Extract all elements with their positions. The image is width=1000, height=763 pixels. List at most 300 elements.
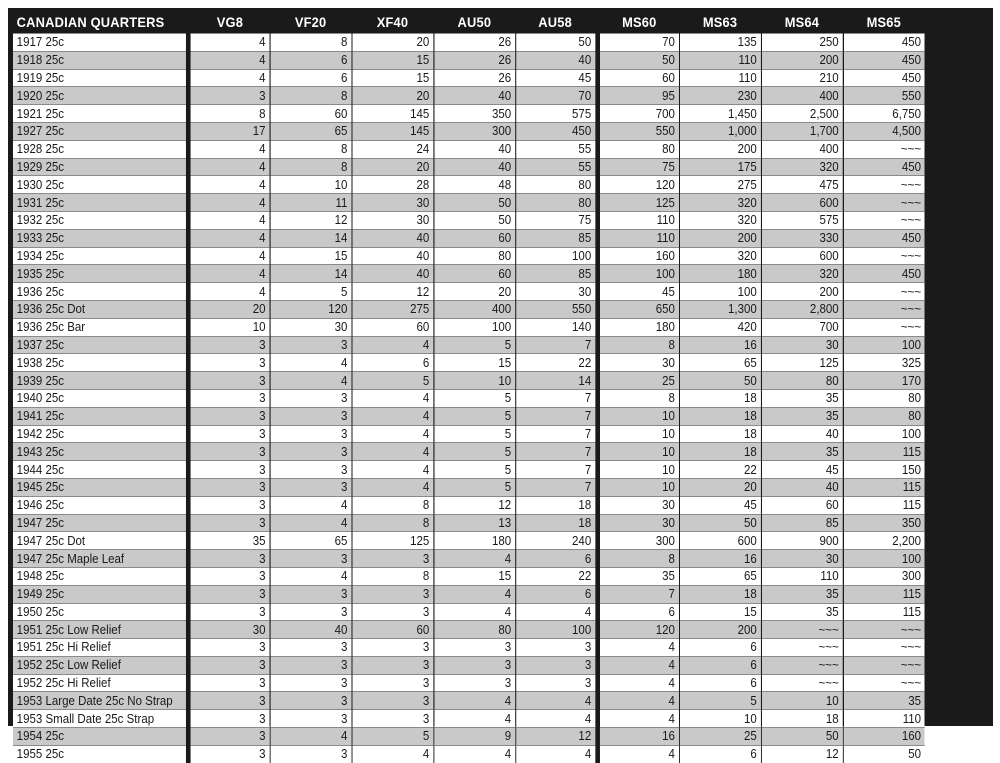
price-cell-xf40: 8 [352,514,434,532]
price-cell-xf40: 5 [352,728,434,746]
price-cell-xf40: 6 [352,354,434,372]
price-cell-xf40: 28 [352,176,434,194]
coin-name-cell: 1947 25c Maple Leaf [13,550,188,568]
price-cell-ms60: 160 [597,247,679,265]
table-row [13,603,925,621]
price-cell-ms64: 18 [761,710,843,728]
column-header-ms60: MS60 [597,11,679,34]
price-cell-ms65: 115 [843,478,925,496]
price-table-frame [8,8,993,762]
price-cell-ms63: 18 [679,585,761,603]
table-row [13,300,925,318]
table-row [13,34,925,52]
price-cell-ms65: ~~~ [843,639,925,657]
column-header-au50: AU50 [433,11,515,34]
price-cell-vg8: 3 [188,478,270,496]
table-row [13,514,925,532]
price-cell-ms65: ~~~ [843,247,925,265]
price-cell-ms60: 550 [597,122,679,140]
price-cell-vg8: 3 [188,461,270,479]
price-cell-ms64: 600 [761,194,843,212]
price-cell-ms60: 8 [597,550,679,568]
price-cell-vg8: 4 [188,229,270,247]
table-row [13,122,925,140]
table-header [13,11,925,34]
price-cell-ms63: 20 [679,478,761,496]
price-cell-au58: 100 [515,621,597,639]
table-row [13,87,925,105]
coin-name-cell: 1952 25c Hi Relief [13,674,188,692]
table-row [13,158,925,176]
coin-name-cell: 1929 25c [13,158,188,176]
table-row [13,372,925,390]
price-cell-xf40: 20 [352,87,434,105]
price-cell-ms64: 125 [761,354,843,372]
coin-name-cell: 1945 25c [13,478,188,496]
price-cell-au50: 5 [433,407,515,425]
price-cell-ms64: 700 [761,318,843,336]
price-cell-ms64: 475 [761,176,843,194]
price-cell-xf40: 40 [352,265,434,283]
price-cell-xf40: 30 [352,194,434,212]
coin-name-cell: 1947 25c [13,514,188,532]
coin-name-cell: 1938 25c [13,354,188,372]
price-cell-ms65: ~~~ [843,621,925,639]
price-cell-vg8: 4 [188,34,270,52]
table-row [13,585,925,603]
price-cell-xf40: 8 [352,567,434,585]
price-cell-au58: 7 [515,336,597,354]
price-cell-au50: 10 [433,372,515,390]
price-cell-vg8: 3 [188,87,270,105]
price-cell-au58: 7 [515,425,597,443]
price-cell-au50: 5 [433,425,515,443]
price-cell-ms65: 115 [843,585,925,603]
price-cell-ms60: 4 [597,674,679,692]
coin-name-cell: 1930 25c [13,176,188,194]
price-cell-ms64: 10 [761,692,843,710]
price-cell-au58: 22 [515,354,597,372]
coin-name-cell: 1942 25c [13,425,188,443]
coin-name-cell: 1935 25c [13,265,188,283]
price-cell-ms64: 35 [761,407,843,425]
price-cell-ms65: 550 [843,87,925,105]
price-cell-ms65: 115 [843,496,925,514]
price-cell-au50: 26 [433,69,515,87]
price-cell-vg8: 4 [188,194,270,212]
price-cell-ms64: ~~~ [761,639,843,657]
price-cell-xf40: 60 [352,621,434,639]
table-row [13,176,925,194]
price-cell-ms65: 170 [843,372,925,390]
price-cell-ms65: 450 [843,69,925,87]
price-cell-vg8: 3 [188,407,270,425]
price-cell-xf40: 4 [352,407,434,425]
price-cell-vg8: 3 [188,496,270,514]
price-cell-vg8: 35 [188,532,270,550]
price-cell-ms63: 18 [679,443,761,461]
price-cell-ms63: 65 [679,567,761,585]
price-cell-vg8: 3 [188,550,270,568]
coin-name-cell: 1934 25c [13,247,188,265]
price-cell-ms65: 450 [843,229,925,247]
table-row [13,211,925,229]
table-row [13,532,925,550]
price-cell-vg8: 3 [188,336,270,354]
price-cell-xf40: 145 [352,105,434,123]
price-cell-ms60: 650 [597,300,679,318]
price-cell-au50: 20 [433,283,515,301]
price-cell-vf20: 3 [270,745,352,762]
coin-name-cell: 1953 Small Date 25c Strap [13,710,188,728]
price-cell-vf20: 120 [270,300,352,318]
price-cell-au58: 30 [515,283,597,301]
coin-name-cell: 1955 25c [13,745,188,762]
table-row [13,639,925,657]
price-cell-vf20: 3 [270,389,352,407]
price-cell-ms60: 16 [597,728,679,746]
price-cell-ms65: ~~~ [843,176,925,194]
price-cell-vf20: 3 [270,443,352,461]
price-cell-au58: 22 [515,567,597,585]
price-cell-ms60: 10 [597,478,679,496]
price-cell-ms60: 10 [597,443,679,461]
table-row [13,550,925,568]
price-cell-xf40: 5 [352,372,434,390]
price-cell-au50: 80 [433,621,515,639]
price-cell-vf20: 10 [270,176,352,194]
price-cell-ms65: ~~~ [843,318,925,336]
price-cell-vg8: 20 [188,300,270,318]
price-cell-ms65: 2,200 [843,532,925,550]
price-cell-au50: 15 [433,354,515,372]
price-cell-ms60: 7 [597,585,679,603]
price-cell-ms63: 600 [679,532,761,550]
column-header-xf40: XF40 [352,11,434,34]
price-cell-ms64: 200 [761,283,843,301]
price-cell-au58: 3 [515,656,597,674]
price-cell-au58: 3 [515,639,597,657]
price-cell-ms64: 575 [761,211,843,229]
price-cell-ms65: 300 [843,567,925,585]
price-cell-vf20: 15 [270,247,352,265]
price-cell-au58: 70 [515,87,597,105]
table-row [13,318,925,336]
coin-name-cell: 1947 25c Dot [13,532,188,550]
table-row [13,229,925,247]
price-cell-ms63: 15 [679,603,761,621]
price-cell-ms63: 180 [679,265,761,283]
price-cell-ms65: ~~~ [843,674,925,692]
price-cell-ms63: 16 [679,336,761,354]
price-cell-xf40: 3 [352,550,434,568]
table-row [13,140,925,158]
price-cell-ms65: ~~~ [843,283,925,301]
price-cell-xf40: 15 [352,51,434,69]
price-cell-au50: 400 [433,300,515,318]
price-cell-ms63: 25 [679,728,761,746]
price-cell-vg8: 3 [188,354,270,372]
price-cell-au58: 3 [515,674,597,692]
price-cell-vf20: 60 [270,105,352,123]
price-cell-ms63: 100 [679,283,761,301]
table-row [13,283,925,301]
price-cell-ms65: 115 [843,603,925,621]
price-cell-ms64: 320 [761,158,843,176]
price-cell-ms64: 600 [761,247,843,265]
price-cell-au58: 4 [515,603,597,621]
price-cell-ms65: 50 [843,745,925,762]
price-cell-vg8: 4 [188,140,270,158]
price-cell-au50: 350 [433,105,515,123]
coin-name-cell: 1932 25c [13,211,188,229]
coin-name-cell: 1933 25c [13,229,188,247]
price-cell-ms60: 110 [597,229,679,247]
price-cell-ms60: 50 [597,51,679,69]
price-cell-ms65: 110 [843,710,925,728]
table-row [13,461,925,479]
price-cell-au50: 80 [433,247,515,265]
table-row [13,247,925,265]
price-cell-ms64: 35 [761,443,843,461]
price-cell-ms64: 60 [761,496,843,514]
price-cell-au58: 575 [515,105,597,123]
coin-name-cell: 1931 25c [13,194,188,212]
price-cell-ms63: 6 [679,639,761,657]
coin-name-cell: 1944 25c [13,461,188,479]
price-cell-ms63: 320 [679,194,761,212]
price-cell-ms60: 120 [597,621,679,639]
price-cell-au58: 100 [515,247,597,265]
price-cell-vf20: 4 [270,728,352,746]
table-row [13,105,925,123]
price-cell-au58: 50 [515,34,597,52]
price-cell-au58: 4 [515,710,597,728]
coin-name-cell: 1949 25c [13,585,188,603]
price-cell-ms64: 400 [761,87,843,105]
price-cell-ms65: 450 [843,34,925,52]
price-cell-ms65: 115 [843,443,925,461]
price-cell-xf40: 20 [352,158,434,176]
price-cell-ms63: 18 [679,407,761,425]
price-cell-ms60: 300 [597,532,679,550]
price-cell-au50: 60 [433,229,515,247]
price-cell-xf40: 3 [352,710,434,728]
price-cell-xf40: 4 [352,461,434,479]
price-cell-au58: 14 [515,372,597,390]
price-cell-vf20: 4 [270,354,352,372]
price-cell-au50: 50 [433,211,515,229]
price-cell-ms64: 900 [761,532,843,550]
price-cell-vg8: 3 [188,603,270,621]
price-cell-au58: 75 [515,211,597,229]
price-cell-vf20: 4 [270,372,352,390]
price-cell-vf20: 5 [270,283,352,301]
price-cell-ms60: 180 [597,318,679,336]
price-cell-vf20: 8 [270,87,352,105]
price-cell-xf40: 3 [352,603,434,621]
price-cell-au58: 7 [515,407,597,425]
price-cell-au50: 60 [433,265,515,283]
price-cell-vg8: 3 [188,372,270,390]
price-cell-ms63: 18 [679,425,761,443]
price-cell-ms60: 10 [597,407,679,425]
price-cell-ms60: 30 [597,354,679,372]
canadian-quarters-price-table [13,11,925,763]
price-cell-xf40: 3 [352,692,434,710]
price-cell-vf20: 3 [270,461,352,479]
price-cell-vg8: 4 [188,283,270,301]
price-cell-vf20: 8 [270,34,352,52]
price-cell-vf20: 40 [270,621,352,639]
price-cell-au50: 3 [433,674,515,692]
price-cell-vg8: 17 [188,122,270,140]
price-cell-ms65: 325 [843,354,925,372]
header-row [13,11,925,34]
coin-name-cell: 1951 25c Low Relief [13,621,188,639]
price-cell-vf20: 3 [270,407,352,425]
price-cell-ms60: 100 [597,265,679,283]
price-cell-xf40: 3 [352,674,434,692]
coin-name-cell: 1921 25c [13,105,188,123]
price-cell-au50: 3 [433,656,515,674]
price-cell-ms63: 6 [679,656,761,674]
price-cell-vf20: 4 [270,514,352,532]
price-cell-ms63: 50 [679,514,761,532]
price-cell-ms64: 30 [761,336,843,354]
price-cell-vg8: 8 [188,105,270,123]
price-cell-xf40: 3 [352,585,434,603]
price-cell-au50: 5 [433,443,515,461]
price-cell-ms64: 210 [761,69,843,87]
price-cell-xf40: 8 [352,496,434,514]
column-header-ms64: MS64 [761,11,843,34]
price-cell-ms63: 65 [679,354,761,372]
table-row [13,265,925,283]
coin-name-cell: 1953 Large Date 25c No Strap [13,692,188,710]
table-row [13,567,925,585]
price-cell-vg8: 3 [188,514,270,532]
price-cell-ms60: 95 [597,87,679,105]
price-cell-vf20: 4 [270,567,352,585]
price-cell-ms60: 75 [597,158,679,176]
coin-name-cell: 1928 25c [13,140,188,158]
price-cell-ms64: 2,800 [761,300,843,318]
price-cell-ms63: 175 [679,158,761,176]
price-cell-vf20: 8 [270,140,352,158]
coin-name-cell: 1939 25c [13,372,188,390]
table-row [13,194,925,212]
price-cell-ms63: 320 [679,247,761,265]
price-cell-au58: 6 [515,550,597,568]
price-cell-vg8: 4 [188,247,270,265]
price-cell-au58: 55 [515,140,597,158]
price-cell-au58: 18 [515,514,597,532]
table-row [13,443,925,461]
price-cell-ms60: 6 [597,603,679,621]
price-cell-ms64: 45 [761,461,843,479]
price-cell-vf20: 3 [270,656,352,674]
column-header-coin: CANADIAN QUARTERS [13,11,188,34]
price-cell-ms63: 1,000 [679,122,761,140]
price-cell-vg8: 10 [188,318,270,336]
table-row [13,407,925,425]
price-cell-au50: 3 [433,639,515,657]
price-cell-ms65: 6,750 [843,105,925,123]
price-cell-vf20: 3 [270,710,352,728]
table-row [13,621,925,639]
table-row [13,354,925,372]
price-cell-ms64: 30 [761,550,843,568]
price-cell-ms65: 150 [843,461,925,479]
price-cell-ms63: 200 [679,229,761,247]
price-cell-ms60: 25 [597,372,679,390]
price-cell-vf20: 8 [270,158,352,176]
column-header-vg8: VG8 [188,11,270,34]
price-cell-vf20: 3 [270,550,352,568]
table-row [13,656,925,674]
price-cell-au58: 12 [515,728,597,746]
price-cell-ms64: 35 [761,389,843,407]
price-cell-vf20: 3 [270,585,352,603]
price-cell-vg8: 3 [188,639,270,657]
price-cell-vg8: 3 [188,710,270,728]
price-cell-ms65: 350 [843,514,925,532]
price-cell-vf20: 30 [270,318,352,336]
price-cell-ms63: 420 [679,318,761,336]
price-cell-au50: 4 [433,692,515,710]
price-cell-ms64: 110 [761,567,843,585]
price-cell-au50: 40 [433,158,515,176]
price-cell-au50: 4 [433,603,515,621]
price-cell-xf40: 40 [352,247,434,265]
column-header-ms65: MS65 [843,11,925,34]
column-header-au58: AU58 [515,11,597,34]
price-cell-ms63: 22 [679,461,761,479]
price-cell-xf40: 4 [352,443,434,461]
price-cell-vg8: 4 [188,211,270,229]
price-cell-ms65: ~~~ [843,300,925,318]
price-cell-xf40: 4 [352,425,434,443]
price-cell-xf40: 15 [352,69,434,87]
price-cell-au50: 100 [433,318,515,336]
price-cell-xf40: 3 [352,639,434,657]
price-cell-ms65: 160 [843,728,925,746]
table-row [13,710,925,728]
coin-name-cell: 1940 25c [13,389,188,407]
price-cell-ms64: 12 [761,745,843,762]
price-cell-xf40: 24 [352,140,434,158]
price-cell-vf20: 12 [270,211,352,229]
price-cell-vf20: 14 [270,229,352,247]
price-cell-vg8: 4 [188,69,270,87]
price-cell-au58: 40 [515,51,597,69]
price-cell-au50: 15 [433,567,515,585]
price-cell-vf20: 3 [270,603,352,621]
price-cell-xf40: 30 [352,211,434,229]
price-cell-au58: 550 [515,300,597,318]
price-cell-vg8: 4 [188,265,270,283]
coin-name-cell: 1951 25c Hi Relief [13,639,188,657]
price-cell-ms63: 110 [679,51,761,69]
price-cell-ms64: 50 [761,728,843,746]
price-cell-au50: 12 [433,496,515,514]
price-cell-au58: 85 [515,229,597,247]
price-cell-ms60: 10 [597,425,679,443]
price-cell-ms63: 16 [679,550,761,568]
coin-name-cell: 1950 25c [13,603,188,621]
table-row [13,728,925,746]
